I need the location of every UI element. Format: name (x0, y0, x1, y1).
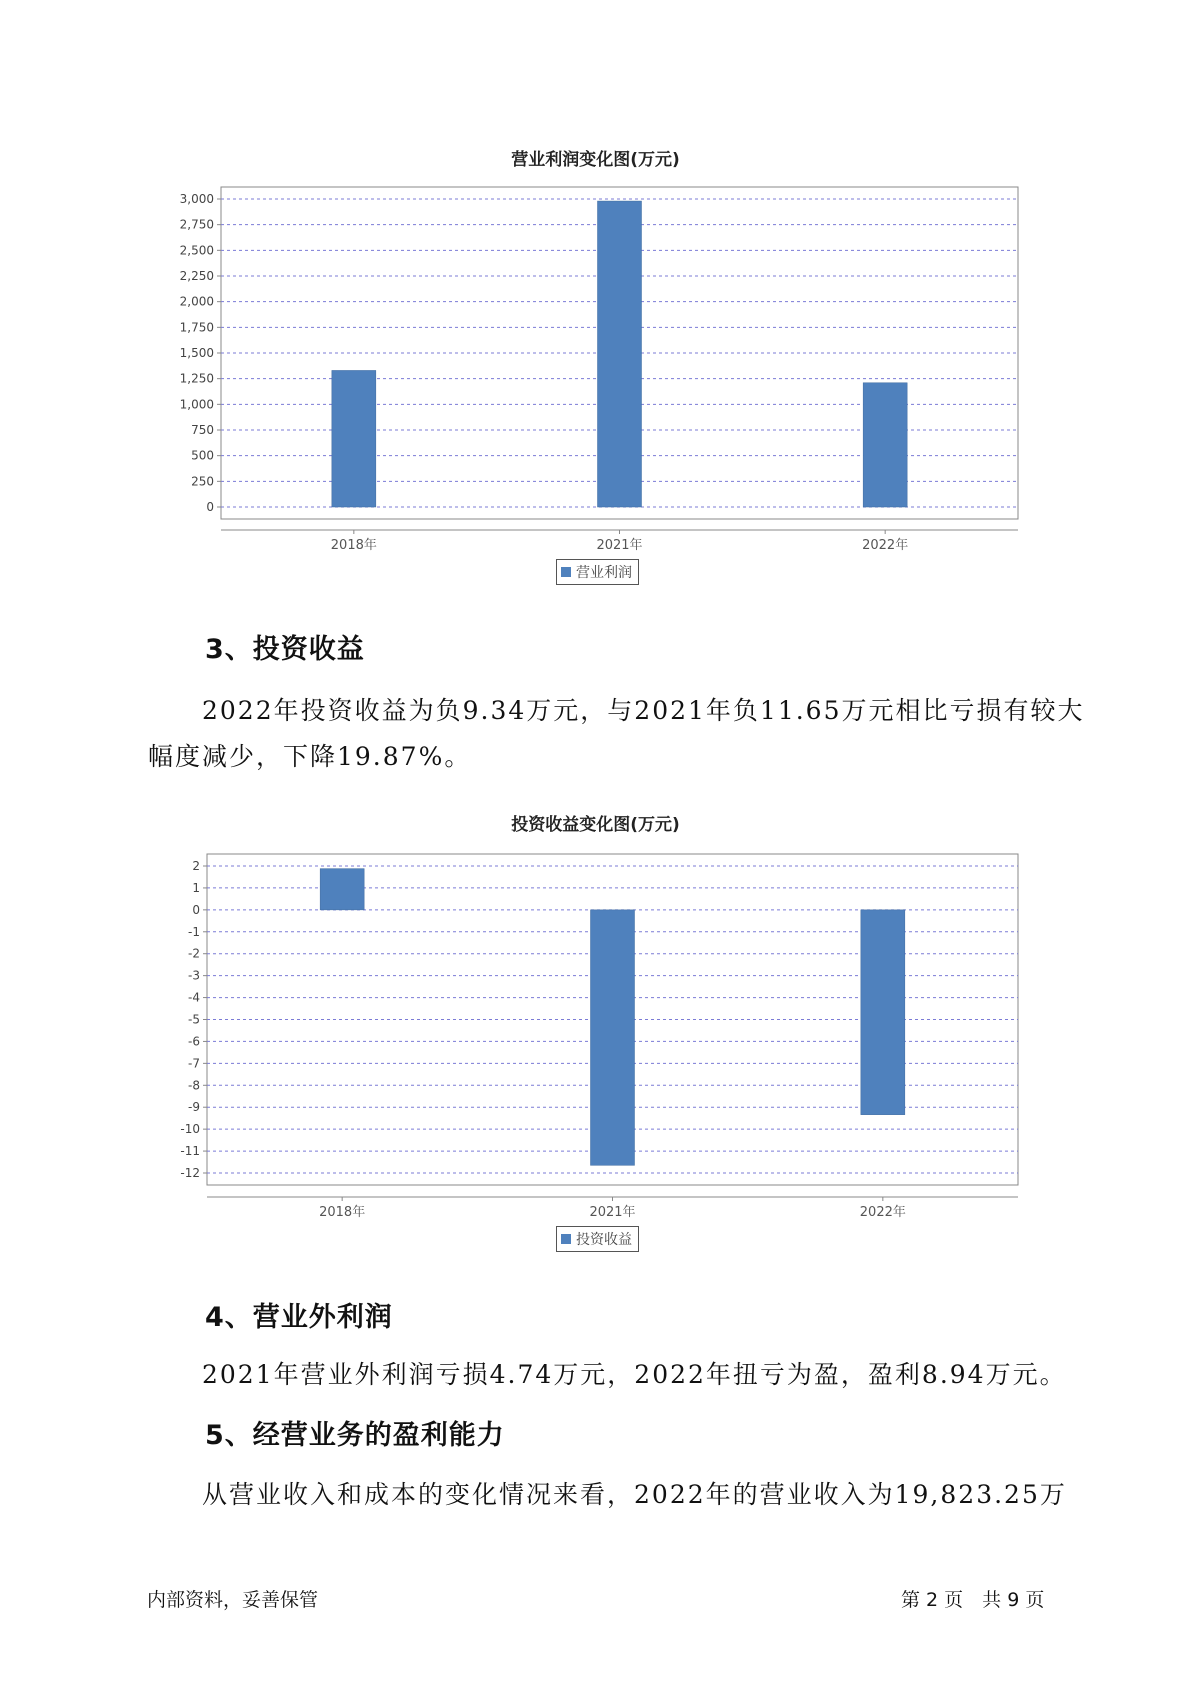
section-heading-non-operating-profit: 4、营业外利润 (205, 1302, 393, 1333)
y-tick-label: 750 (191, 423, 214, 437)
bar (320, 869, 364, 910)
y-tick-label: 2,250 (179, 269, 214, 283)
y-tick-label: 1,000 (179, 397, 214, 412)
legend-swatch (561, 1234, 571, 1244)
footer-confidential-note: 内部资料，妥善保管 (147, 1589, 319, 1611)
y-tick-label: 2,500 (179, 243, 214, 258)
x-tick-label: 2018年 (319, 1205, 366, 1220)
y-tick-label: -11 (180, 1144, 200, 1159)
y-tick-label: -8 (188, 1078, 200, 1093)
x-tick-label: 2021年 (589, 1205, 636, 1220)
paragraph-line: 从营业收入和成本的变化情况来看，2022年的营业收入为19,823.25万 (202, 1480, 1067, 1509)
section-heading-profitability: 5、经营业务的盈利能力 (205, 1420, 505, 1451)
x-tick-label: 2022年 (862, 538, 909, 553)
y-tick-label: 1,500 (179, 346, 214, 360)
bar (861, 910, 905, 1115)
section-heading-investment-income: 3、投资收益 (205, 634, 365, 665)
y-tick-label: 1 (192, 880, 200, 895)
y-tick-label: -6 (188, 1034, 200, 1049)
x-tick-label: 2018年 (330, 538, 377, 553)
y-tick-label: 3,000 (179, 192, 214, 206)
bar (591, 910, 635, 1165)
chart-legend-investment-income (556, 1226, 639, 1252)
y-tick-label: -9 (188, 1100, 200, 1115)
y-tick-label: 0 (192, 902, 200, 917)
y-tick-label: -5 (188, 1012, 200, 1027)
x-tick-label: 2022年 (859, 1205, 906, 1220)
y-tick-label: -3 (188, 968, 200, 983)
y-tick-label: -4 (188, 990, 200, 1005)
paragraph-line: 幅度减少，下降19.87%。 (148, 742, 472, 771)
legend-label: 营业利润 (576, 565, 632, 581)
y-tick-label: -7 (188, 1056, 200, 1071)
y-tick-label: 1,250 (179, 371, 214, 386)
legend-label: 投资收益 (576, 1232, 632, 1248)
y-tick-label: 1,750 (179, 320, 214, 335)
y-tick-label: -1 (188, 924, 200, 939)
y-tick-label: 500 (191, 448, 214, 463)
y-tick-label: -12 (180, 1166, 200, 1180)
y-tick-label: -2 (188, 946, 200, 961)
paragraph-line: 2022年投资收益为负9.34万元，与2021年负11.65万元相比亏损有较大 (202, 696, 1085, 725)
paragraph-line: 2021年营业外利润亏损4.74万元，2022年扭亏为盈，盈利8.94万元。 (202, 1360, 1067, 1389)
chart-title-operating-profit: 营业利润变化图(万元) (511, 150, 680, 170)
y-tick-label: 2,000 (179, 294, 214, 309)
y-tick-label: 250 (191, 474, 214, 489)
footer-page-number: 第 2 页 共 9 页 (901, 1589, 1045, 1611)
y-tick-label: 2 (192, 859, 200, 873)
y-tick-label: 0 (206, 500, 214, 514)
y-tick-label: -10 (180, 1122, 200, 1137)
y-tick-label: 2,750 (179, 217, 214, 232)
x-tick-label: 2021年 (596, 538, 643, 553)
chart-title-investment-income: 投资收益变化图(万元) (511, 815, 680, 835)
